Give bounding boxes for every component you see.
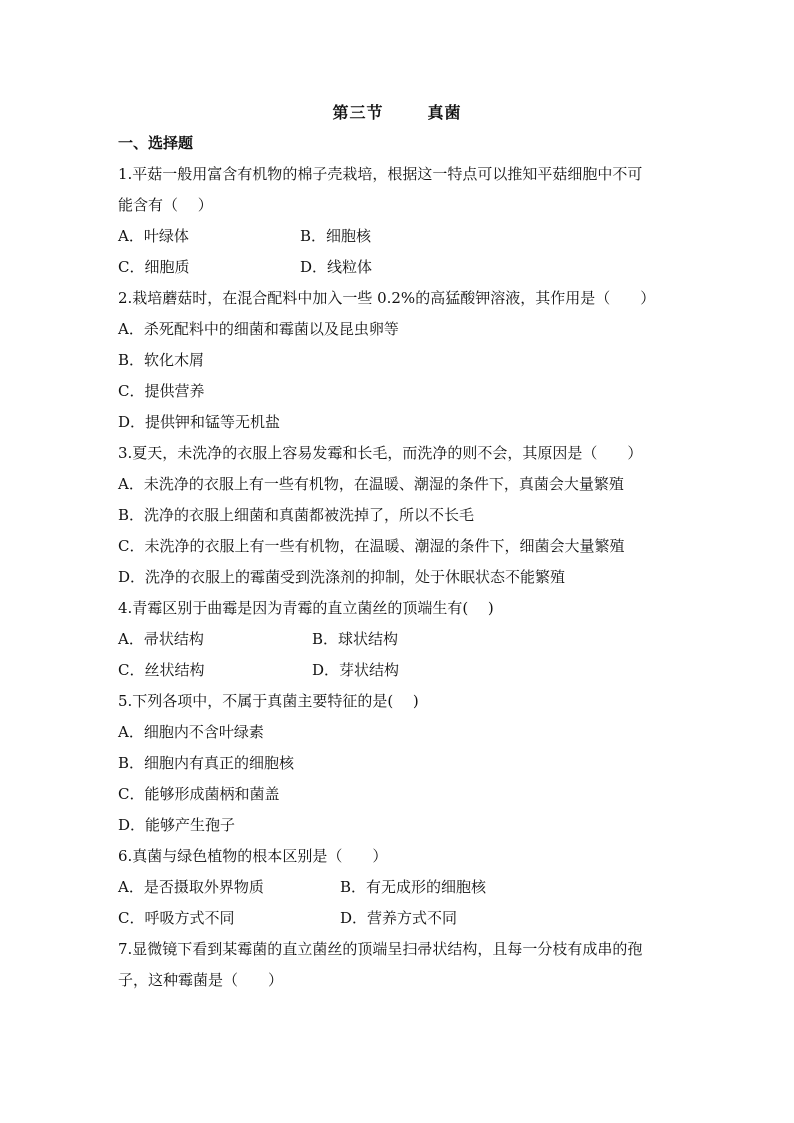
question-4-option-a: A．帚状结构: [118, 630, 204, 648]
question-3-option-c: C．未洗净的衣服上有一些有机物，在温暖、潮湿的条件下，细菌会大量繁殖: [118, 537, 625, 555]
question-5-option-a: A．细胞内不含叶绿素: [118, 723, 264, 741]
question-5-stem: 5.下列各项中，不属于真菌主要特征的是( ): [118, 692, 419, 710]
question-4-stem: 4.青霉区别于曲霉是因为青霉的直立菌丝的顶端生有( ): [118, 599, 494, 617]
question-4-option-b: B．球状结构: [312, 630, 399, 648]
question-4-options-row1: [118, 626, 678, 652]
question-6-option-a: A．是否摄取外界物质: [118, 878, 264, 896]
question-2-option-a: A．杀死配料中的细菌和霉菌以及昆虫卵等: [118, 320, 399, 338]
question-3-stem: 3.夏天，未洗净的衣服上容易发霉和长毛，而洗净的则不会，其原因是（ ）: [118, 444, 643, 462]
document-body: [118, 130, 678, 998]
question-3-option-d: D．洗净的衣服上的霉菌受到洗涤剂的抑制，处于休眠状态不能繁殖: [118, 568, 566, 586]
question-5-option-c: C．能够形成菌柄和菌盖: [118, 785, 280, 803]
question-3-option-a: A．未洗净的衣服上有一些有机物，在温暖、潮湿的条件下，真菌会大量繁殖: [118, 475, 624, 493]
question-1-option-a: A．叶绿体: [118, 227, 189, 245]
question-6-option-c: C．呼吸方式不同: [118, 909, 235, 927]
question-1-options-row2: [118, 254, 678, 280]
question-5-option-d: D．能够产生孢子: [118, 816, 236, 834]
question-5-option-b: B．细胞内有真正的细胞核: [118, 754, 295, 772]
question-7-stem-line2: 子，这种霉菌是（ ）: [118, 971, 284, 989]
question-4-option-c: C．丝状结构: [118, 661, 205, 679]
question-3-option-b: B．洗净的衣服上细菌和真菌都被洗掉了，所以不长毛: [118, 506, 475, 524]
question-2-option-b: B．软化木屑: [118, 351, 205, 369]
question-2-option-c: C．提供营养: [118, 382, 205, 400]
question-4-option-d: D．芽状结构: [312, 661, 400, 679]
title-section-number: 第三节: [332, 103, 384, 122]
question-6-option-b: B．有无成形的细胞核: [340, 878, 487, 896]
question-4-options-row2: [118, 657, 678, 683]
question-6-option-d: D．营养方式不同: [340, 909, 458, 927]
question-1-option-b: B．细胞核: [300, 227, 372, 245]
question-6-options-row2: [118, 905, 678, 931]
question-6-options-row1: [118, 874, 678, 900]
question-6-stem: 6.真菌与绿色植物的根本区别是（ ）: [118, 847, 388, 865]
section-heading: 一、选择题: [118, 134, 194, 152]
question-1-options-row1: [118, 223, 678, 249]
question-1-option-d: D．线粒体: [300, 258, 373, 276]
question-1-option-c: C．细胞质: [118, 258, 190, 276]
question-1-stem-line2: 能含有（ ）: [118, 196, 213, 214]
page-title: [0, 100, 794, 123]
question-1-stem-line1: 1.平菇一般用富含有机物的棉子壳栽培，根据这一特点可以推知平菇细胞中不可: [118, 165, 643, 183]
question-7-stem-line1: 7.显微镜下看到某霉菌的直立菌丝的顶端呈扫帚状结构，且每一分枝有成串的孢: [118, 940, 643, 958]
question-2-stem: 2.栽培蘑菇时，在混合配料中加入一些 0.2%的高猛酸钾溶液，其作用是（ ）: [118, 289, 656, 307]
question-2-option-d: D．提供钾和锰等无机盐: [118, 413, 281, 431]
title-topic: 真菌: [427, 103, 462, 122]
